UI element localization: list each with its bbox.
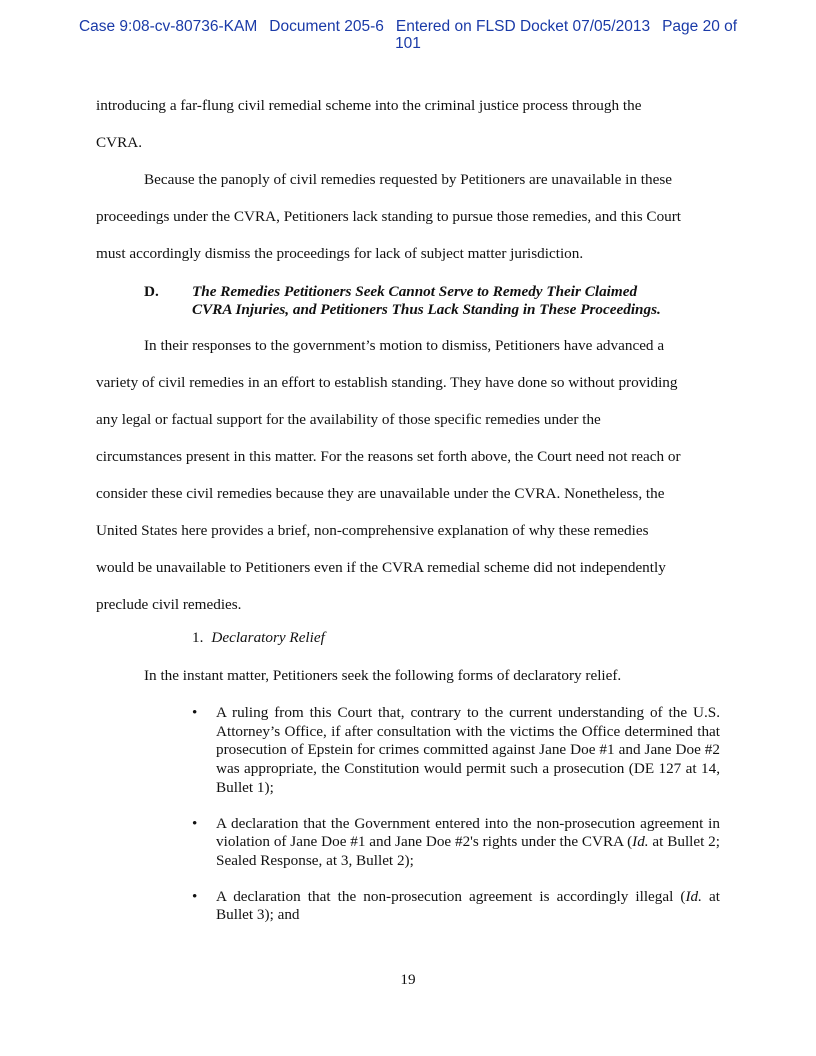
paragraph-standing [96, 161, 720, 272]
section-heading [144, 283, 720, 319]
relief-list [192, 704, 720, 925]
subsection-title: Declaratory Relief [211, 629, 325, 646]
section-letter: D. [144, 283, 159, 300]
text-line: would be unavailable to Petitioners even if the CVRA remedial scheme did not independently [96, 559, 666, 576]
subsection-number: 1. [192, 629, 204, 646]
text-line: proceedings under the CVRA, Petitioners lack standing to pursue those remedies, and this Court [96, 208, 682, 225]
page-of: Page 20 of [662, 18, 738, 35]
text-line: CVRA. [96, 134, 142, 151]
bullet-icon: • [192, 887, 198, 905]
text-line: consider these civil remedies because they are unavailable under the CVRA. Nonetheless, the [96, 485, 665, 502]
paragraph-continuation [96, 87, 720, 161]
intro-sentence: In the instant matter, Petitioners seek the following forms of declaratory relief. [144, 667, 622, 684]
list-item [192, 704, 720, 798]
page-total: 101 [395, 35, 421, 52]
bullet-icon: • [192, 704, 198, 721]
text-line: introducing a far-flung civil remedial scheme into the criminal justice process through the [96, 97, 642, 114]
bullet-text: A declaration that the Government entered into the non-prosecution agreement in violation of Jane Doe #1 and Jane Doe #2's rights under the CVRA ( [216, 814, 720, 851]
bullet-text: A ruling from this Court that, contrary to the current understanding of the U.S. Attorney’s Office, if after consultation with the victims the Office determined that prosecution of Epstein for crimes committed against Jane Doe #1 and Jane Doe #2 was appropriate, the Constitution would permit such a prosecution (DE 127 at 14, Bullet 1); [216, 704, 720, 796]
subsection-heading [192, 628, 325, 648]
document-number: Document 205-6 [269, 18, 384, 35]
case-number: Case 9:08-cv-80736-KAM [78, 18, 258, 35]
list-item [192, 815, 720, 871]
entered-date: Entered on FLSD Docket 07/05/2013 [395, 18, 651, 35]
citation-id: Id. [632, 833, 649, 851]
docket-header [60, 18, 756, 52]
paragraph-responses [96, 327, 720, 623]
bullet-text: at Bullet 2; Sealed Response, at 3, Bullet 2); [216, 833, 720, 869]
text-line: circumstances present in this matter. For the reasons set forth above, the Court need not reach or [96, 448, 681, 465]
bullet-icon: • [192, 814, 198, 832]
text-line: Because the panoply of civil remedies requested by Petitioners are unavailable in these [144, 171, 673, 188]
text-line: preclude civil remedies. [96, 596, 242, 613]
text-line: In their responses to the government’s motion to dismiss, Petitioners have advanced a [144, 337, 665, 354]
text-line: any legal or factual support for the availability of those specific remedies under the [96, 411, 601, 428]
citation-id: Id. [685, 887, 702, 905]
bullet-text: A declaration that the non-prosecution agreement is accordingly illegal ( [216, 887, 686, 905]
section-title-line: CVRA Injuries, and Petitioners Thus Lack Standing in These Proceedings. [192, 301, 661, 318]
page-number: 19 [400, 971, 416, 988]
bullet-text: at Bullet 3); and [216, 887, 721, 924]
text-line: must accordingly dismiss the proceedings for lack of subject matter jurisdiction. [96, 245, 584, 262]
text-line: variety of civil remedies in an effort to establish standing. They have done so without providing [96, 374, 678, 391]
list-item [192, 888, 720, 925]
section-title-line: The Remedies Petitioners Seek Cannot Serve to Remedy Their Claimed [192, 283, 638, 300]
text-line: United States here provides a brief, non-comprehensive explanation of why these remedies [96, 522, 649, 539]
